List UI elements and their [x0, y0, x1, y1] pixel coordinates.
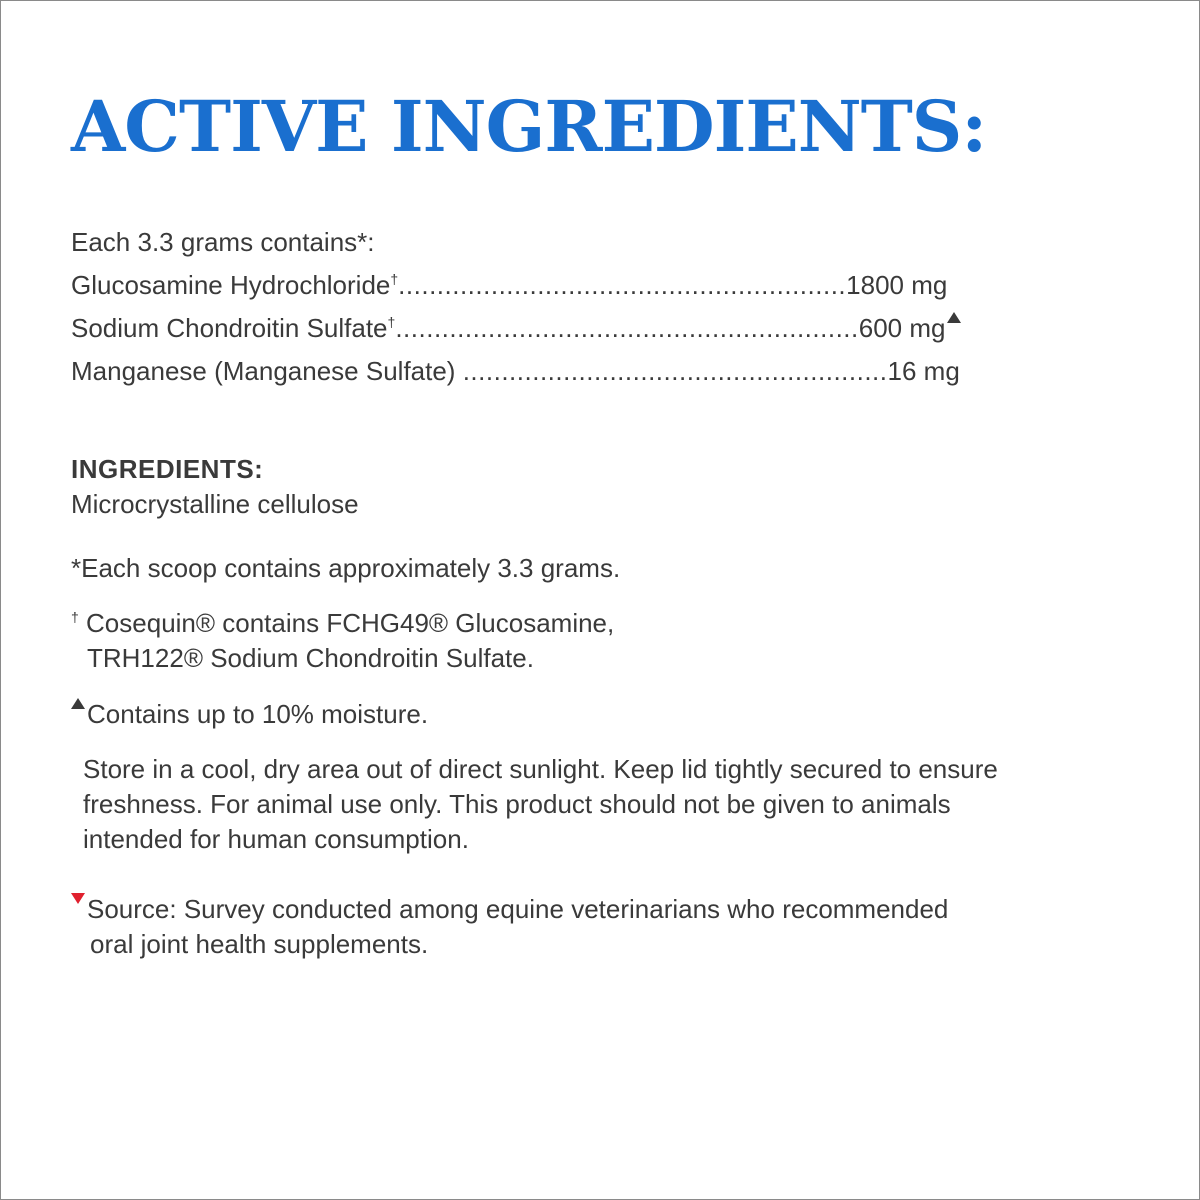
- leader-dots: ............................................................: [395, 313, 859, 343]
- dagger-footnote-line1: Cosequin® contains FCHG49® Glucosamine,: [86, 608, 615, 638]
- storage-line-2: freshness. For animal use only. This product should not be given to animals: [83, 789, 951, 819]
- dagger-marker: †: [390, 271, 399, 287]
- ingredient-row-chondroitin: [71, 307, 961, 350]
- ingredient-row-manganese: [71, 350, 960, 393]
- dagger-marker: †: [387, 314, 396, 330]
- triangle-up-icon: [947, 312, 961, 323]
- source-line1: Source: Survey conducted among equine veterinarians who recommended: [87, 894, 949, 924]
- triangle-down-icon: [71, 893, 85, 904]
- ingredient-name: Glucosamine Hydrochloride: [71, 270, 391, 300]
- leader-dots: .......................................................: [462, 356, 888, 386]
- ingredient-amount: 16 mg: [887, 356, 960, 386]
- ingredient-amount: 1800 mg: [846, 270, 948, 300]
- ingredient-name: Manganese (Manganese Sulfate): [71, 356, 456, 386]
- moisture-text: Contains up to 10% moisture.: [87, 699, 429, 729]
- storage-line-1: Store in a cool, dry area out of direct sunlight. Keep lid tightly secured to ensure: [83, 754, 998, 784]
- storage-line-3: intended for human consumption.: [83, 824, 469, 854]
- serving-size-text: Each 3.3 grams contains*:: [71, 227, 375, 257]
- leader-dots: ..........................................................: [398, 270, 847, 300]
- dagger-footnote-line2: TRH122® Sodium Chondroitin Sulfate.: [87, 643, 534, 673]
- ingredients-text: Microcrystalline cellulose: [71, 489, 359, 519]
- source-line2: oral joint health supplements.: [90, 929, 429, 959]
- ingredient-name: Sodium Chondroitin Sulfate: [71, 313, 388, 343]
- ingredients-heading: INGREDIENTS:: [71, 454, 264, 484]
- dagger-footnote: [71, 606, 614, 641]
- dagger-marker: †: [71, 609, 79, 625]
- source-footnote: [71, 892, 948, 927]
- ingredient-amount: 600 mg: [858, 313, 946, 343]
- page-title: ACTIVE INGREDIENTS:: [71, 85, 987, 168]
- ingredient-row-glucosamine: [71, 264, 947, 307]
- triangle-up-icon: [71, 698, 85, 709]
- moisture-footnote: [71, 697, 428, 732]
- scoop-footnote: *Each scoop contains approximately 3.3 grams.: [71, 553, 621, 583]
